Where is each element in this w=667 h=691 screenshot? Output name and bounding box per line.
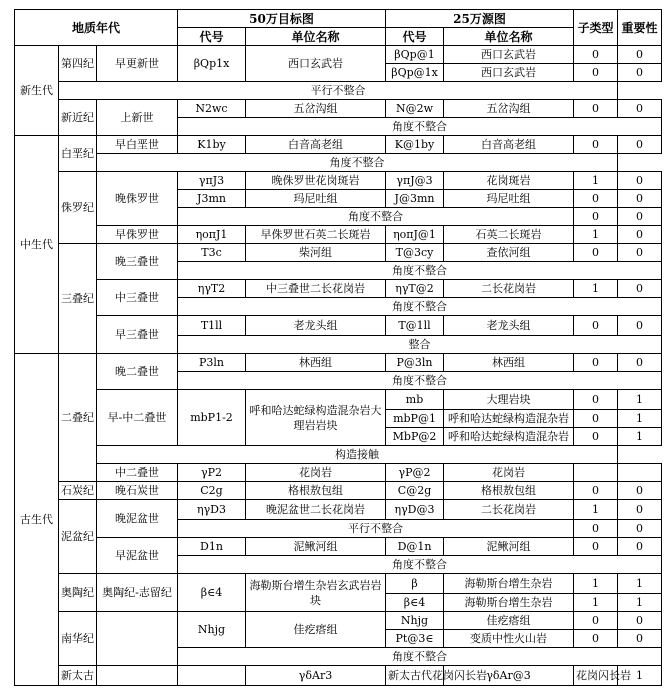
- contact-relation-cell: 角度不整合: [178, 372, 662, 390]
- source-code-cell: T@1ll: [386, 316, 444, 336]
- importance-cell: 0: [618, 316, 662, 336]
- subtype-cell: 0: [574, 612, 618, 630]
- source-unit-name-cell: 石英二长斑岩: [444, 226, 574, 244]
- epoch-cell: 上新世: [97, 100, 178, 136]
- era-cell: 古生代: [15, 354, 59, 686]
- table-row: [15, 136, 662, 154]
- source-unit-name-cell: 二长花岗岩: [444, 280, 574, 298]
- epoch-cell: 晚三叠世: [97, 244, 178, 280]
- source-unit-name-cell: 呼和哈达蛇绿构造混杂岩: [444, 428, 574, 446]
- subtype-cell: 0: [574, 46, 618, 64]
- subtype-cell: 0: [574, 630, 618, 648]
- table-row: [15, 82, 662, 100]
- target-code-cell: J3mn: [178, 190, 246, 208]
- table-row: [15, 280, 662, 298]
- source-unit-name-cell: 大理岩块: [444, 390, 574, 410]
- importance-cell: 0: [618, 190, 662, 208]
- importance-cell: 0: [618, 630, 662, 648]
- epoch-cell: [178, 666, 246, 686]
- header-code: 代号: [386, 28, 444, 46]
- geologic-strata-table: [14, 9, 662, 686]
- contact-relation-cell: 平行不整合: [178, 520, 574, 538]
- target-unit-name-cell: 花岗岩: [246, 464, 386, 482]
- source-unit-name-cell: 变质中性火山岩: [444, 630, 574, 648]
- epoch-cell: 早泥盆世: [97, 538, 178, 574]
- source-code-cell: D@1n: [386, 538, 444, 556]
- subtype-cell: 0: [574, 100, 618, 118]
- target-code-cell: ηοπJ1: [178, 226, 246, 244]
- source-unit-name-cell: 海勒斯台增生杂岩: [444, 594, 574, 612]
- target-code-cell: ηγT2: [178, 280, 246, 298]
- target-unit-name-cell: 海勒斯台增生杂岩玄武岩岩块: [246, 574, 386, 612]
- source-code-cell: N@2w: [386, 100, 444, 118]
- source-code-cell: P@3ln: [386, 354, 444, 372]
- importance-cell: 0: [618, 520, 662, 538]
- table-row: [15, 482, 662, 500]
- period-cell: 泥盆纪: [59, 500, 97, 574]
- header-geologic-era: 地质年代: [15, 10, 178, 46]
- target-code-cell: β∈4: [178, 574, 246, 612]
- period-cell: 南华纪: [59, 612, 97, 666]
- importance-cell: 0: [618, 172, 662, 190]
- contact-relation-cell: 角度不整合: [178, 118, 662, 136]
- source-code-cell: γδAr@3: [444, 666, 574, 686]
- contact-relation-cell: 角度不整合: [178, 298, 662, 316]
- subtype-cell: 0: [574, 428, 618, 446]
- table-row: [15, 666, 662, 686]
- period-cell: 白垩纪: [59, 136, 97, 172]
- subtype-cell: 0: [574, 208, 618, 226]
- era-cell: 新生代: [15, 46, 59, 136]
- target-code-cell: T3c: [178, 244, 246, 262]
- table-row: [15, 316, 662, 336]
- importance-cell: 0: [618, 64, 662, 82]
- source-code-cell: MbP@2: [386, 428, 444, 446]
- epoch-cell: 晚石炭世: [97, 482, 178, 500]
- target-code-cell: ηγD3: [178, 500, 246, 520]
- epoch-cell: 晚侏罗世: [97, 172, 178, 226]
- epoch-cell: 早三叠世: [97, 316, 178, 354]
- source-unit-name-cell: 海勒斯台增生杂岩: [444, 574, 574, 594]
- header-unit-name: 单位名称: [444, 28, 574, 46]
- table-row: [15, 500, 662, 520]
- table-row: [15, 100, 662, 118]
- subtype-cell: 1: [574, 280, 618, 298]
- source-code-cell: C@2g: [386, 482, 444, 500]
- target-code-cell: D1n: [178, 538, 246, 556]
- source-unit-name-cell: 西口玄武岩: [444, 64, 574, 82]
- importance-cell: 1: [618, 410, 662, 428]
- source-unit-name-cell: 佳疙瘩组: [444, 612, 574, 630]
- importance-cell: 0: [618, 354, 662, 372]
- contact-relation-cell: 角度不整合: [178, 556, 662, 574]
- epoch-cell: 早白垩世: [97, 136, 178, 154]
- target-code-cell: γπJ3: [178, 172, 246, 190]
- source-unit-name-cell: 花岗闪长岩: [574, 666, 618, 686]
- target-unit-name-cell: 老龙头组: [246, 316, 386, 336]
- epoch-cell: 奥陶纪-志留纪: [97, 574, 178, 612]
- target-unit-name-cell: 林西组: [246, 354, 386, 372]
- importance-cell: [618, 464, 662, 482]
- source-code-cell: K@1by: [386, 136, 444, 154]
- header-subtype: 子类型: [574, 10, 618, 46]
- subtype-cell: 0: [574, 538, 618, 556]
- importance-cell: 0: [618, 226, 662, 244]
- subtype-cell: 1: [618, 666, 662, 686]
- target-unit-name-cell: 格根敖包组: [246, 482, 386, 500]
- era-cell: 中生代: [15, 136, 59, 354]
- source-unit-name-cell: 泥鳅河组: [444, 538, 574, 556]
- importance-cell: 0: [618, 100, 662, 118]
- source-code-cell: Nhjg: [386, 612, 444, 630]
- contact-relation-cell: 角度不整合: [178, 262, 662, 280]
- subtype-cell: 0: [574, 354, 618, 372]
- subtype-cell: 0: [574, 244, 618, 262]
- source-code-cell: J@3mn: [386, 190, 444, 208]
- contact-relation-cell: 角度不整合: [97, 154, 618, 172]
- source-code-cell: ηγT@2: [386, 280, 444, 298]
- epoch-cell: 早-中二叠世: [97, 390, 178, 446]
- target-code-cell: Nhjg: [178, 612, 246, 648]
- header-importance: 重要性: [618, 10, 662, 46]
- source-unit-name-cell: 西口玄武岩: [444, 46, 574, 64]
- source-unit-name-cell: 呼和哈达蛇绿构造混杂岩: [444, 410, 574, 428]
- header-target-map: 50万目标图: [178, 10, 386, 28]
- source-code-cell: ηγD@3: [386, 500, 444, 520]
- period-cell: 石炭纪: [59, 482, 97, 500]
- target-unit-name-cell: 晚泥盆世二长花岗岩: [246, 500, 386, 520]
- table-row: [15, 574, 662, 594]
- source-unit-name-cell: 老龙头组: [444, 316, 574, 336]
- subtype-cell: 0: [574, 64, 618, 82]
- source-code-cell: ηοπJ@1: [386, 226, 444, 244]
- importance-cell: 1: [618, 574, 662, 594]
- importance-cell: 0: [618, 280, 662, 298]
- source-code-cell: γπJ@3: [386, 172, 444, 190]
- source-unit-name-cell: 查依河组: [444, 244, 574, 262]
- target-code-cell: γP2: [178, 464, 246, 482]
- target-unit-name-cell: 晚侏罗世花岗斑岩: [246, 172, 386, 190]
- target-unit-name-cell: 佳疙瘩组: [246, 612, 386, 648]
- subtype-cell: 0: [574, 136, 618, 154]
- target-unit-name-cell: 早侏罗世石英二长斑岩: [246, 226, 386, 244]
- epoch-cell: 中二叠世: [97, 464, 178, 482]
- source-unit-name-cell: 格根敖包组: [444, 482, 574, 500]
- period-cell: 奥陶纪: [59, 574, 97, 612]
- source-code-cell: γP@2: [386, 464, 444, 482]
- source-unit-name-cell: 林西组: [444, 354, 574, 372]
- target-code-cell: C2g: [178, 482, 246, 500]
- target-code-cell: βQp1x: [178, 46, 246, 82]
- target-unit-name-cell: 玛尼吐组: [246, 190, 386, 208]
- header-code: 代号: [178, 28, 246, 46]
- subtype-cell: 0: [574, 316, 618, 336]
- subtype-cell: 1: [574, 594, 618, 612]
- period-cell: 新近纪: [59, 100, 97, 136]
- epoch-cell: 晚泥盆世: [97, 500, 178, 538]
- target-unit-name-cell: 呼和哈达蛇绿构造混杂岩大理岩岩块: [246, 390, 386, 446]
- importance-cell: 0: [618, 46, 662, 64]
- source-code-cell: βQp@1x: [386, 64, 444, 82]
- importance-cell: 1: [618, 428, 662, 446]
- epoch-cell: 晚二叠世: [97, 354, 178, 390]
- epoch-cell: 中三叠世: [97, 280, 178, 316]
- header-unit-name: 单位名称: [246, 28, 386, 46]
- importance-cell: 0: [618, 538, 662, 556]
- source-unit-name-cell: 花岗岩: [444, 464, 574, 482]
- target-code-cell: P3ln: [178, 354, 246, 372]
- table-row: [15, 46, 662, 64]
- era-cell: 新太古: [59, 666, 97, 686]
- subtype-cell: 0: [574, 390, 618, 410]
- period-cell: 侏罗纪: [59, 172, 97, 244]
- target-unit-name-cell: 中三叠世二长花岗岩: [246, 280, 386, 298]
- period-cell: 二叠纪: [59, 354, 97, 482]
- target-unit-name-cell: 五岔沟组: [246, 100, 386, 118]
- source-code-cell: Pt@3∈: [386, 630, 444, 648]
- source-code-cell: β: [386, 574, 444, 594]
- table-row: [15, 172, 662, 190]
- source-unit-name-cell: 五岔沟组: [444, 100, 574, 118]
- table-row: [15, 390, 662, 410]
- source-code-cell: β∈4: [386, 594, 444, 612]
- table-row: [15, 446, 662, 464]
- target-unit-name-cell: 新太古代花岗闪长岩: [386, 666, 444, 686]
- target-code-cell: γδAr3: [246, 666, 386, 686]
- contact-relation-cell: 构造接触: [97, 446, 618, 464]
- importance-cell: 0: [618, 612, 662, 630]
- target-code-cell: T1ll: [178, 316, 246, 336]
- subtype-cell: 1: [574, 574, 618, 594]
- epoch-cell: 早侏罗世: [97, 226, 178, 244]
- subtype-cell: 1: [574, 226, 618, 244]
- table-row: [15, 244, 662, 262]
- table-row: [15, 154, 662, 172]
- target-unit-name-cell: 柴河组: [246, 244, 386, 262]
- importance-cell: 1: [618, 390, 662, 410]
- header-source-map: 25万源图: [386, 10, 574, 28]
- period-cell: [97, 666, 178, 686]
- target-unit-name-cell: 西口玄武岩: [246, 46, 386, 82]
- period-cell: 三叠纪: [59, 244, 97, 354]
- source-code-cell: mbP@1: [386, 410, 444, 428]
- target-unit-name-cell: 泥鳅河组: [246, 538, 386, 556]
- importance-cell: 0: [618, 208, 662, 226]
- source-code-cell: mb: [386, 390, 444, 410]
- epoch-cell: [97, 612, 178, 666]
- epoch-cell: 早更新世: [97, 46, 178, 82]
- source-unit-name-cell: 玛尼吐组: [444, 190, 574, 208]
- importance-cell: 0: [618, 500, 662, 520]
- target-code-cell: N2wc: [178, 100, 246, 118]
- subtype-cell: 1: [574, 500, 618, 520]
- target-code-cell: K1by: [178, 136, 246, 154]
- table-header-row: [15, 10, 662, 28]
- subtype-cell: [574, 464, 618, 482]
- table-row: [15, 226, 662, 244]
- importance-cell: 0: [618, 244, 662, 262]
- subtype-cell: 0: [574, 520, 618, 538]
- importance-cell: 0: [618, 482, 662, 500]
- subtype-cell: 0: [574, 190, 618, 208]
- table-row: [15, 464, 662, 482]
- contact-relation-cell: 整合: [178, 336, 662, 354]
- subtype-cell: 0: [574, 410, 618, 428]
- source-unit-name-cell: 花岗斑岩: [444, 172, 574, 190]
- table-row: [15, 612, 662, 630]
- contact-relation-cell: 角度不整合: [178, 208, 574, 226]
- period-cell: 第四纪: [59, 46, 97, 82]
- importance-cell: 1: [618, 594, 662, 612]
- source-unit-name-cell: 二长花岗岩: [444, 500, 574, 520]
- contact-relation-cell: 角度不整合: [178, 648, 662, 666]
- contact-relation-cell: 平行不整合: [59, 82, 618, 100]
- subtype-cell: 1: [574, 172, 618, 190]
- table-row: [15, 538, 662, 556]
- target-unit-name-cell: 白音高老组: [246, 136, 386, 154]
- source-code-cell: T@3cy: [386, 244, 444, 262]
- subtype-cell: 0: [574, 482, 618, 500]
- importance-cell: 0: [618, 136, 662, 154]
- target-code-cell: mbP1-2: [178, 390, 246, 446]
- source-unit-name-cell: 白音高老组: [444, 136, 574, 154]
- table-row: [15, 354, 662, 372]
- source-code-cell: βQp@1: [386, 46, 444, 64]
